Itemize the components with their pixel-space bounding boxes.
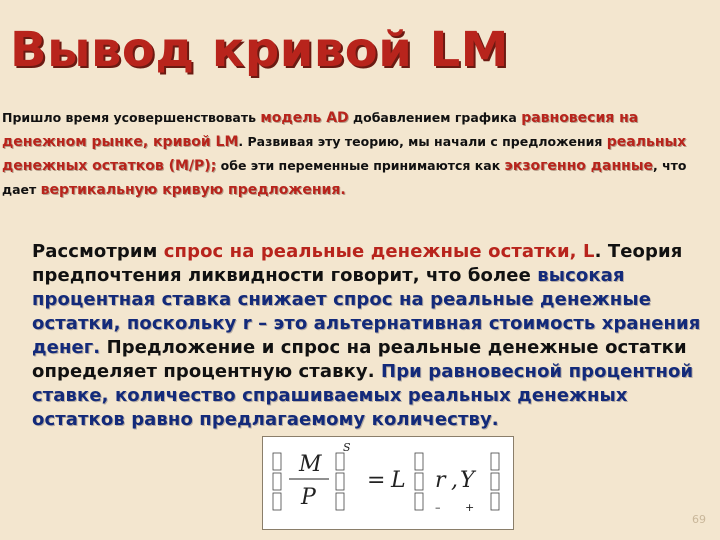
bracket-box bbox=[415, 493, 423, 510]
bracket-box bbox=[491, 493, 499, 510]
body-text-3: Предложение и спрос на реальные денежные остатки определяет процентную ставку. bbox=[32, 337, 687, 382]
bracket-box bbox=[491, 453, 499, 470]
equation-comma: , bbox=[451, 468, 458, 493]
equation-equals: = bbox=[367, 468, 386, 493]
bracket-box bbox=[415, 473, 423, 490]
bracket-box bbox=[415, 453, 423, 470]
page-number: 69 bbox=[692, 513, 706, 526]
equation-arg-y: Y bbox=[460, 468, 475, 493]
intro-highlight-real-balances: реальных денежных остатков (M/P); bbox=[2, 134, 687, 174]
equation-superscript: S bbox=[343, 441, 351, 454]
bracket-box bbox=[336, 473, 344, 490]
equation-sign-minus: – bbox=[435, 501, 441, 514]
equation-sign-plus: + bbox=[465, 501, 475, 514]
body-highlight-money-demand: спрос на реальные денежные остатки, L bbox=[163, 241, 595, 262]
intro-text-5: , что дает bbox=[2, 158, 687, 197]
body-text-2: . Теория предпочтения ликвидности говорит, что более bbox=[32, 241, 683, 286]
body-emphasis-equilibrium: При равновесной процентной ставке, количество спрашиваемых реальных денежных остатков равно предлагаемому количеству. bbox=[32, 361, 694, 430]
intro-text-4: обе эти переменные принимаются как bbox=[216, 158, 505, 173]
intro-highlight-lm-curve: равновесия на денежном рынке, кривой LM bbox=[2, 110, 639, 150]
body-emphasis-interest-rate: высокая процентная ставка снижает спрос на реальные денежные остатки, поскольку r – это альтернативная стоимость хранения денег. bbox=[32, 265, 701, 358]
equation-denominator: P bbox=[301, 485, 316, 510]
bracket-box bbox=[273, 473, 281, 490]
intro-paragraph bbox=[2, 106, 702, 202]
bracket-box bbox=[491, 473, 499, 490]
intro-highlight-exogenous: экзогенно данные bbox=[504, 158, 653, 174]
equation-numerator: M bbox=[299, 452, 322, 477]
intro-text-1: Пришло время усовершенствовать bbox=[2, 110, 261, 125]
equation-arg-r: r bbox=[435, 468, 446, 493]
lm-equation bbox=[262, 436, 514, 530]
equation-function: L bbox=[391, 468, 406, 493]
bracket-box bbox=[273, 453, 281, 470]
body-paragraph bbox=[32, 240, 712, 432]
intro-highlight-vertical-supply: вертикальную кривую предложения. bbox=[40, 182, 346, 198]
bracket-box bbox=[336, 453, 344, 470]
slide-title: Вывод кривой LM bbox=[10, 22, 509, 78]
equation-graphic bbox=[263, 437, 513, 529]
intro-text-3: . Развивая эту теорию, мы начали с предложения bbox=[238, 134, 607, 149]
bracket-box bbox=[336, 493, 344, 510]
intro-text-2: добавлением графика bbox=[348, 110, 522, 125]
bracket-box bbox=[273, 493, 281, 510]
intro-highlight-ad-model: модель AD bbox=[260, 110, 349, 126]
body-text-1: Рассмотрим bbox=[32, 241, 164, 262]
